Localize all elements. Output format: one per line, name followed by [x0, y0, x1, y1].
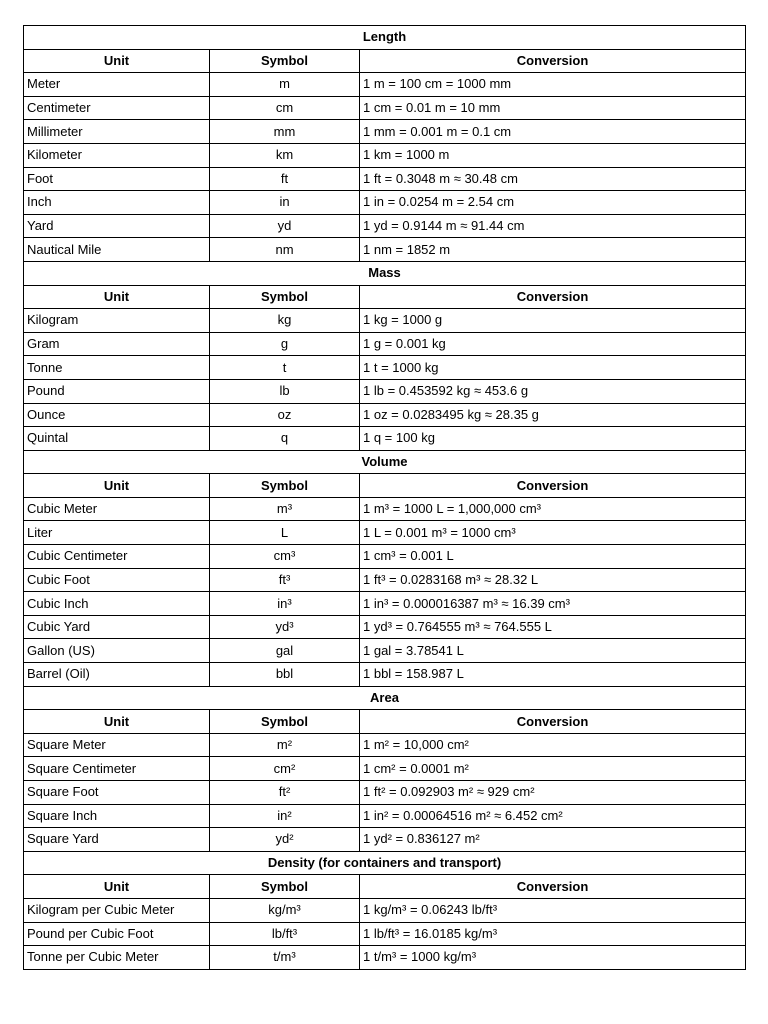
header-row-volume: [24, 474, 746, 498]
table-row: [24, 521, 746, 545]
conversion-cell: 1 in³ = 0.000016387 m³ ≈ 16.39 cm³: [360, 592, 746, 616]
conversion-cell: 1 ft² = 0.092903 m² ≈ 929 cm²: [360, 781, 746, 805]
unit-cell: Square Centimeter: [24, 757, 210, 781]
symbol-cell: ft²: [210, 781, 360, 805]
symbol-cell: m³: [210, 497, 360, 521]
conversion-cell: 1 lb = 0.453592 kg ≈ 453.6 g: [360, 379, 746, 403]
unit-cell: Kilogram: [24, 309, 210, 333]
header-unit: Unit: [24, 49, 210, 73]
table-row: [24, 545, 746, 569]
conversion-cell: 1 m³ = 1000 L = 1,000,000 cm³: [360, 497, 746, 521]
unit-cell: Square Inch: [24, 804, 210, 828]
table-row: [24, 120, 746, 144]
unit-cell: Cubic Inch: [24, 592, 210, 616]
section-title-area: Area: [24, 686, 746, 710]
header-conversion: Conversion: [360, 875, 746, 899]
conversion-cell: 1 yd² = 0.836127 m²: [360, 828, 746, 852]
conversion-cell: 1 ft = 0.3048 m ≈ 30.48 cm: [360, 167, 746, 191]
table-row: [24, 898, 746, 922]
section-title-row-mass: [24, 261, 746, 285]
conversion-cell: 1 m = 100 cm = 1000 mm: [360, 73, 746, 97]
symbol-cell: in²: [210, 804, 360, 828]
symbol-cell: ft: [210, 167, 360, 191]
symbol-cell: cm²: [210, 757, 360, 781]
symbol-cell: in³: [210, 592, 360, 616]
symbol-cell: q: [210, 427, 360, 451]
table-row: [24, 309, 746, 333]
section-title-row-length: [24, 26, 746, 50]
unit-cell: Cubic Foot: [24, 568, 210, 592]
table-row: [24, 403, 746, 427]
conversion-cell: 1 lb/ft³ = 16.0185 kg/m³: [360, 922, 746, 946]
table-row: [24, 922, 746, 946]
unit-cell: Gallon (US): [24, 639, 210, 663]
conversion-cell: 1 cm² = 0.0001 m²: [360, 757, 746, 781]
unit-cell: Pound: [24, 379, 210, 403]
table-row: [24, 427, 746, 451]
unit-cell: Tonne per Cubic Meter: [24, 946, 210, 970]
symbol-cell: L: [210, 521, 360, 545]
table-row: [24, 639, 746, 663]
symbol-cell: in: [210, 191, 360, 215]
unit-cell: Yard: [24, 214, 210, 238]
conversion-cell: 1 yd³ = 0.764555 m³ ≈ 764.555 L: [360, 615, 746, 639]
section-title-mass: Mass: [24, 261, 746, 285]
unit-cell: Square Meter: [24, 733, 210, 757]
symbol-cell: g: [210, 332, 360, 356]
header-row-area: [24, 710, 746, 734]
table-row: [24, 663, 746, 687]
symbol-cell: gal: [210, 639, 360, 663]
header-symbol: Symbol: [210, 285, 360, 309]
symbol-cell: yd²: [210, 828, 360, 852]
symbol-cell: yd: [210, 214, 360, 238]
table-row: [24, 828, 746, 852]
symbol-cell: kg: [210, 309, 360, 333]
table-row: [24, 781, 746, 805]
table-row: [24, 946, 746, 970]
unit-cell: Square Yard: [24, 828, 210, 852]
conversion-cell: 1 kg/m³ = 0.06243 lb/ft³: [360, 898, 746, 922]
conversion-cell: 1 t = 1000 kg: [360, 356, 746, 380]
table-row: [24, 568, 746, 592]
table-row: [24, 214, 746, 238]
table-row: [24, 191, 746, 215]
table-row: [24, 733, 746, 757]
table-body: [24, 26, 746, 970]
conversion-cell: 1 kg = 1000 g: [360, 309, 746, 333]
symbol-cell: km: [210, 143, 360, 167]
unit-cell: Cubic Yard: [24, 615, 210, 639]
unit-cell: Barrel (Oil): [24, 663, 210, 687]
unit-cell: Pound per Cubic Foot: [24, 922, 210, 946]
unit-cell: Centimeter: [24, 96, 210, 120]
conversion-cell: 1 cm³ = 0.001 L: [360, 545, 746, 569]
table-row: [24, 379, 746, 403]
header-symbol: Symbol: [210, 875, 360, 899]
section-title-row-volume: [24, 450, 746, 474]
header-row-length: [24, 49, 746, 73]
header-conversion: Conversion: [360, 285, 746, 309]
table-row: [24, 356, 746, 380]
header-row-mass: [24, 285, 746, 309]
conversion-cell: 1 in² = 0.00064516 m² ≈ 6.452 cm²: [360, 804, 746, 828]
unit-conversion-table: [23, 25, 746, 970]
conversion-cell: 1 t/m³ = 1000 kg/m³: [360, 946, 746, 970]
section-title-row-area: [24, 686, 746, 710]
header-unit: Unit: [24, 710, 210, 734]
section-title-density: Density (for containers and transport): [24, 851, 746, 875]
header-symbol: Symbol: [210, 49, 360, 73]
symbol-cell: bbl: [210, 663, 360, 687]
table-row: [24, 143, 746, 167]
table-row: [24, 73, 746, 97]
symbol-cell: lb/ft³: [210, 922, 360, 946]
unit-cell: Ounce: [24, 403, 210, 427]
symbol-cell: lb: [210, 379, 360, 403]
conversion-cell: 1 km = 1000 m: [360, 143, 746, 167]
table-row: [24, 592, 746, 616]
unit-cell: Nautical Mile: [24, 238, 210, 262]
table-row: [24, 804, 746, 828]
symbol-cell: kg/m³: [210, 898, 360, 922]
conversion-cell: 1 bbl = 158.987 L: [360, 663, 746, 687]
header-symbol: Symbol: [210, 710, 360, 734]
section-title-volume: Volume: [24, 450, 746, 474]
symbol-cell: t: [210, 356, 360, 380]
conversion-cell: 1 cm = 0.01 m = 10 mm: [360, 96, 746, 120]
conversion-cell: 1 in = 0.0254 m = 2.54 cm: [360, 191, 746, 215]
conversion-cell: 1 yd = 0.9144 m ≈ 91.44 cm: [360, 214, 746, 238]
unit-cell: Millimeter: [24, 120, 210, 144]
unit-cell: Square Foot: [24, 781, 210, 805]
symbol-cell: ft³: [210, 568, 360, 592]
unit-cell: Cubic Centimeter: [24, 545, 210, 569]
header-row-density: [24, 875, 746, 899]
symbol-cell: m: [210, 73, 360, 97]
section-title-length: Length: [24, 26, 746, 50]
unit-cell: Foot: [24, 167, 210, 191]
unit-cell: Tonne: [24, 356, 210, 380]
header-unit: Unit: [24, 285, 210, 309]
conversion-cell: 1 oz = 0.0283495 kg ≈ 28.35 g: [360, 403, 746, 427]
unit-cell: Liter: [24, 521, 210, 545]
header-unit: Unit: [24, 474, 210, 498]
symbol-cell: m²: [210, 733, 360, 757]
table-row: [24, 497, 746, 521]
conversion-cell: 1 nm = 1852 m: [360, 238, 746, 262]
table-row: [24, 238, 746, 262]
conversion-cell: 1 gal = 3.78541 L: [360, 639, 746, 663]
symbol-cell: cm: [210, 96, 360, 120]
header-conversion: Conversion: [360, 710, 746, 734]
symbol-cell: oz: [210, 403, 360, 427]
header-unit: Unit: [24, 875, 210, 899]
unit-cell: Meter: [24, 73, 210, 97]
conversion-cell: 1 ft³ = 0.0283168 m³ ≈ 28.32 L: [360, 568, 746, 592]
table-row: [24, 332, 746, 356]
conversion-cell: 1 q = 100 kg: [360, 427, 746, 451]
unit-cell: Kilogram per Cubic Meter: [24, 898, 210, 922]
table-row: [24, 757, 746, 781]
section-title-row-density: [24, 851, 746, 875]
table-row: [24, 96, 746, 120]
symbol-cell: nm: [210, 238, 360, 262]
header-symbol: Symbol: [210, 474, 360, 498]
header-conversion: Conversion: [360, 474, 746, 498]
symbol-cell: t/m³: [210, 946, 360, 970]
conversion-cell: 1 g = 0.001 kg: [360, 332, 746, 356]
unit-cell: Quintal: [24, 427, 210, 451]
symbol-cell: cm³: [210, 545, 360, 569]
header-conversion: Conversion: [360, 49, 746, 73]
unit-cell: Inch: [24, 191, 210, 215]
symbol-cell: yd³: [210, 615, 360, 639]
conversion-cell: 1 L = 0.001 m³ = 1000 cm³: [360, 521, 746, 545]
table-row: [24, 167, 746, 191]
conversion-cell: 1 mm = 0.001 m = 0.1 cm: [360, 120, 746, 144]
unit-cell: Kilometer: [24, 143, 210, 167]
table-row: [24, 615, 746, 639]
unit-cell: Cubic Meter: [24, 497, 210, 521]
unit-cell: Gram: [24, 332, 210, 356]
conversion-cell: 1 m² = 10,000 cm²: [360, 733, 746, 757]
symbol-cell: mm: [210, 120, 360, 144]
